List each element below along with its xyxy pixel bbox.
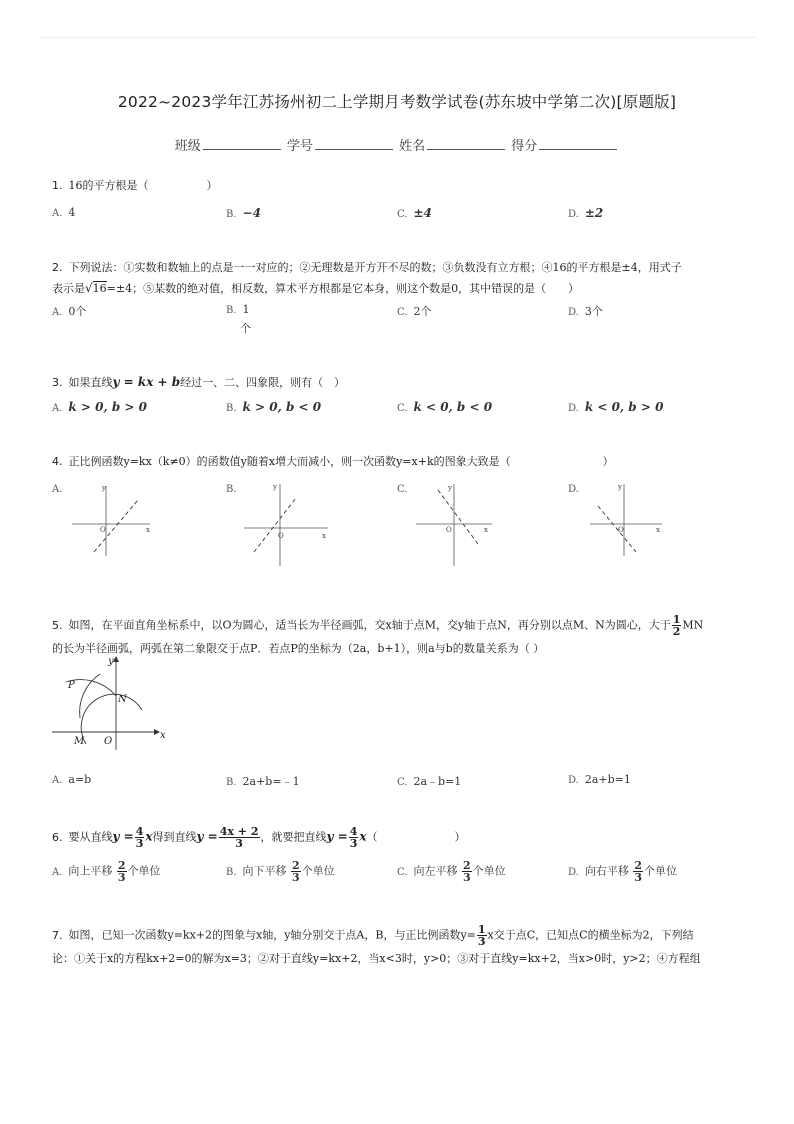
question-4 [52, 452, 742, 472]
y-label: y [448, 484, 452, 492]
q5-option-a[interactable]: A. a=b [52, 773, 92, 786]
score-label: 得分 [511, 139, 538, 154]
question-close: （ ） [366, 830, 466, 844]
x-label: x [322, 532, 326, 540]
question-number: 7. [52, 928, 63, 942]
y-label: y [108, 656, 114, 667]
q5-option-b[interactable]: B. 2a+b=﹣1 [226, 775, 300, 788]
question-number: 1. [52, 179, 63, 192]
y-label: y [273, 483, 277, 491]
q1-option-a[interactable]: A. 4 [52, 206, 76, 219]
q2-option-b-wrap: 个 [240, 322, 251, 335]
page-title: 2022~2023学年江苏扬州初二上学期月考数学试卷(苏东坡中学第二次)[原题版] [117, 93, 677, 111]
q4-option-d[interactable]: D. [568, 484, 579, 495]
class-blank[interactable] [203, 137, 281, 150]
origin-label: O [278, 532, 284, 540]
graph-line [438, 490, 478, 544]
x-label: x [160, 730, 166, 741]
q4-option-b[interactable]: B. [226, 484, 237, 495]
question-stem: 正比例函数y=kx（k≠0）的函数值y随着x增大而减小，则一次函数y=x+k的图象大致是（ [68, 455, 511, 468]
id-label: 学号 [286, 139, 313, 154]
point-n-label: N [118, 694, 127, 705]
question-line-2a: 表示是 [52, 282, 85, 295]
graph-line [254, 498, 296, 552]
q6-option-a[interactable]: A. 向上平移 $\frac{2}{3}$ 个单位 [52, 859, 161, 884]
question-stem-a: 要从直线 [68, 830, 113, 844]
class-label: 班级 [174, 139, 201, 154]
fraction-4x-plus-2-over-3: $\frac{4x + 2}{3}$ [219, 825, 259, 850]
q3-option-b[interactable]: B. k > 0, b < 0 [226, 400, 322, 414]
question-line-2b: =±4；⑤某数的绝对值，相反数，算术平方根都是它本身，则这个数是0，其中错误的是（ ） [106, 282, 580, 295]
y-label: y [618, 483, 622, 491]
q1-option-b[interactable]: B. −4 [226, 206, 261, 220]
q6-option-d[interactable]: D. 向右平移 $\frac{2}{3}$ 个单位 [568, 859, 677, 884]
q2-option-d[interactable]: D. 3个 [568, 305, 603, 318]
math-y: y = [112, 829, 134, 844]
student-info-line [0, 135, 794, 154]
math-y: y = [196, 829, 218, 844]
origin-label: O [100, 526, 106, 534]
fraction-4-3: $\frac{4}{3}$ [135, 825, 144, 850]
q6-option-b[interactable]: B. 向下平移 $\frac{2}{3}$ 个单位 [226, 859, 335, 884]
q4-option-c[interactable]: C. [397, 484, 408, 495]
question-line-1a: 如图，已知一次函数y=kx+2的图象与x轴，y轴分别交于点A，B，与正比例函数y= [68, 928, 476, 942]
origin-label: O [104, 736, 113, 747]
id-blank[interactable] [315, 137, 393, 150]
question-close: ） [206, 179, 218, 192]
question-stem: 16的平方根是（ [68, 179, 149, 192]
question-3 [52, 372, 742, 393]
question-6 [52, 826, 742, 849]
question-close: ） [602, 455, 614, 468]
fraction-one-third: $\frac{1}{3}$ [477, 923, 486, 948]
q2-option-b[interactable]: B. 1 [226, 303, 250, 316]
fraction-one-half: $\frac{1}{2}$ [672, 613, 681, 638]
header-rule [38, 37, 756, 38]
question-1 [52, 176, 742, 196]
graph-line [598, 506, 636, 552]
question-line-1b: MN [682, 618, 704, 632]
q4-option-a[interactable]: A. [52, 484, 63, 495]
question-line-1: 下列说法：①实数和数轴上的点是一一对应的；②无理数是开方开不尽的数；③负数没有立方根；④16的平方根是±4，用式子 [68, 261, 682, 274]
q4-graph-d [584, 480, 679, 560]
question-2 [52, 258, 742, 299]
name-label: 姓名 [399, 139, 426, 154]
q5-figure [50, 652, 170, 752]
question-stem-c: ，就要把直线 [260, 830, 327, 844]
y-label: y [102, 484, 106, 492]
question-line-1a: 如图，在平面直角坐标系中，以O为圆心，适当长为半径画弧，交x轴于点M，交y轴于点N，再分别以点M、N为圆心，大于 [68, 618, 671, 632]
q4-graph-b [240, 480, 335, 570]
origin-label: O [446, 526, 452, 534]
q3-option-d[interactable]: D. k < 0, b > 0 [568, 400, 664, 414]
question-line-2: 论：①关于x的方程kx+2=0的解为x=3；②对于直线y=kx+2，当x<3时，y>0；③对于直线y=kx+2，当x>0时，y>2；④方程组 [52, 952, 701, 965]
question-stem-a: 如果直线 [68, 376, 113, 389]
name-blank[interactable] [427, 137, 505, 150]
math-x: x [145, 829, 153, 844]
q3-option-a[interactable]: A. k > 0, b > 0 [52, 400, 147, 414]
x-label: x [656, 526, 660, 534]
math-x: x [359, 829, 367, 844]
q2-option-a[interactable]: A. 0个 [52, 305, 87, 318]
q5-option-d[interactable]: D. 2a+b=1 [568, 773, 631, 786]
question-stem-b: 经过一、二、四象限，则有（ ） [180, 376, 346, 389]
q1-option-d[interactable]: D. ±2 [568, 206, 604, 220]
x-label: x [146, 526, 150, 534]
question-line-1b: x交于点C，已知点C的横坐标为2，下列结 [487, 928, 694, 942]
score-blank[interactable] [539, 137, 617, 150]
y-axis-arrow [113, 656, 119, 662]
math-expression: y = kx + b [112, 375, 181, 389]
q1-option-c[interactable]: C. ±4 [397, 206, 432, 220]
question-line-2: 的长为半径画弧，两弧在第二象限交于点P．若点P的坐标为（2a，b+1），则a与b的数量关系为（ ） [52, 642, 545, 655]
origin-label: O [618, 526, 624, 534]
question-number: 2. [52, 261, 63, 274]
sqrt-symbol: √ [85, 281, 93, 295]
sqrt-radicand: 16 [92, 282, 107, 295]
q5-option-c[interactable]: C. 2a﹣b=1 [397, 775, 462, 788]
point-p-label: P [68, 680, 75, 691]
q2-option-c[interactable]: C. 2个 [397, 305, 432, 318]
question-number: 6. [52, 830, 63, 844]
fraction-4-3: $\frac{4}{3}$ [349, 825, 358, 850]
q4-graph-c [412, 480, 502, 570]
question-7 [52, 924, 742, 969]
q3-option-c[interactable]: C. k < 0, b < 0 [397, 400, 493, 414]
q4-graph-a [66, 480, 156, 560]
question-number: 5. [52, 618, 63, 632]
point-m-label: M [74, 736, 85, 747]
question-number: 3. [52, 376, 63, 389]
question-stem-b: 得到直线 [152, 830, 197, 844]
question-number: 4. [52, 455, 63, 468]
q6-option-c[interactable]: C. 向左平移 $\frac{2}{3}$ 个单位 [397, 859, 506, 884]
math-y: y = [326, 829, 348, 844]
x-label: x [484, 526, 488, 534]
